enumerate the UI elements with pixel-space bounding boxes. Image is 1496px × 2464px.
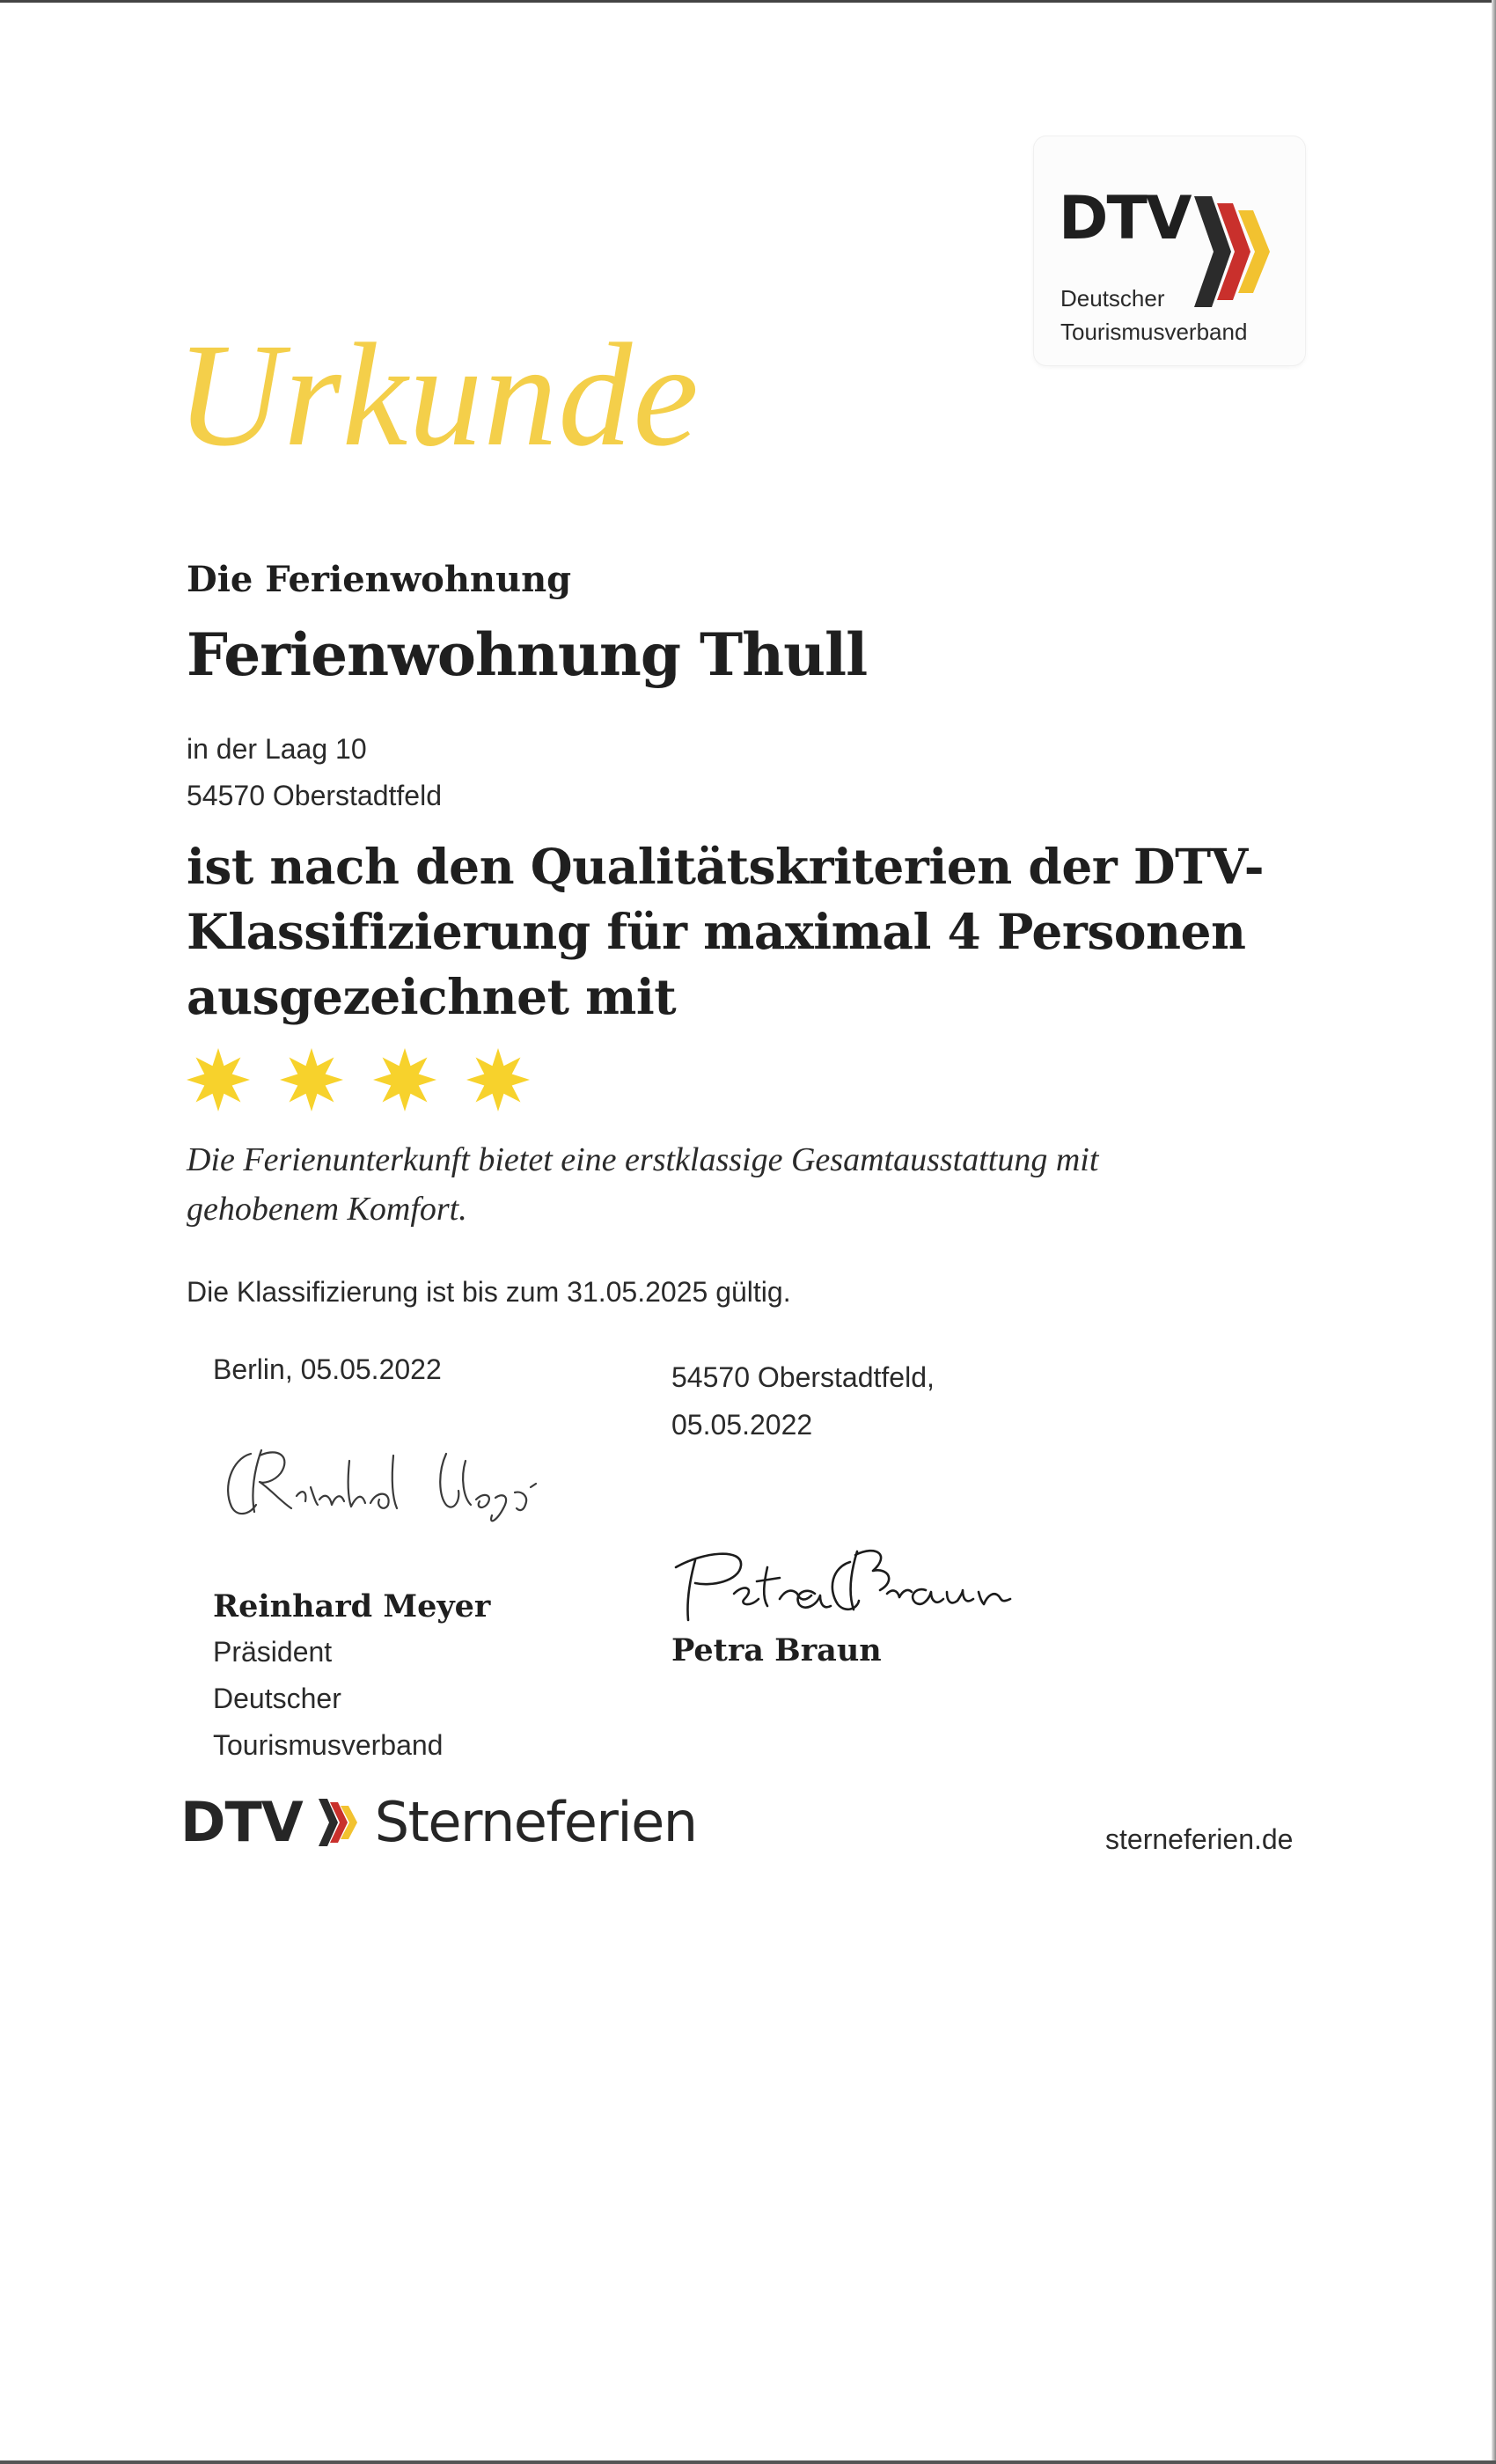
- signature-reinhard-meyer: [216, 1434, 585, 1531]
- signatory-role-left: [213, 1629, 565, 1769]
- signature-petra-braun: [669, 1536, 1021, 1632]
- footer-brand: DTV: [180, 1790, 303, 1854]
- signatory-name-right: Petra Braun: [671, 1632, 882, 1668]
- role-line2: Deutscher: [213, 1683, 341, 1714]
- dtv-logo: [1034, 136, 1305, 365]
- star-icon: [187, 1045, 250, 1114]
- role-line1: Präsident: [213, 1636, 333, 1668]
- classification-statement: ist nach den Qualitätskriterien der DTV-Klassifizierung für maximal 4 Personen ausgezeichnet mit: [187, 838, 1265, 1025]
- scan-edge-right: [1492, 0, 1496, 2464]
- address-street: in der Laag 10: [187, 733, 367, 765]
- address-city: 54570 Oberstadtfeld: [187, 780, 442, 811]
- logo-org-line1: Deutscher: [1060, 285, 1165, 312]
- footer-product: Sterneferien: [374, 1790, 697, 1854]
- certificate-title: Urkunde: [176, 313, 700, 477]
- accommodation-description: Die Ferienunterkunft bietet eine erstklassige Gesamtausstattung mit gehobenem Komfort.: [187, 1141, 1099, 1228]
- role-line3: Tourismusverband: [213, 1729, 444, 1761]
- footer-chevrons-icon: [317, 1795, 363, 1850]
- logo-org-name: [1060, 282, 1247, 348]
- object-name: Ferienwohnung Thull: [187, 620, 868, 689]
- place-date-right: [671, 1353, 1041, 1448]
- star-icon: [373, 1045, 436, 1114]
- place-right-line1: 54570 Oberstadtfeld,: [671, 1361, 935, 1393]
- sterneferien-logo: [180, 1790, 697, 1854]
- place-right-line2: 05.05.2022: [671, 1409, 813, 1441]
- star-rating: [187, 1045, 530, 1114]
- signatory-name-left: Reinhard Meyer: [213, 1588, 491, 1624]
- star-icon: [466, 1045, 530, 1114]
- object-address: [187, 726, 442, 819]
- validity-note: Die Klassifizierung ist bis zum 31.05.2025 gültig.: [187, 1276, 791, 1308]
- place-date-left: Berlin, 05.05.2022: [213, 1353, 442, 1385]
- logo-org-line2: Tourismusverband: [1060, 319, 1248, 345]
- scan-edge-top: [0, 0, 1496, 3]
- scan-edge-bottom: [0, 2460, 1496, 2464]
- star-icon: [280, 1045, 343, 1114]
- footer-url: sterneferien.de: [1105, 1823, 1294, 1855]
- certificate-subtitle: Die Ferienwohnung: [187, 559, 572, 600]
- logo-brand-text: DTV: [1059, 184, 1191, 253]
